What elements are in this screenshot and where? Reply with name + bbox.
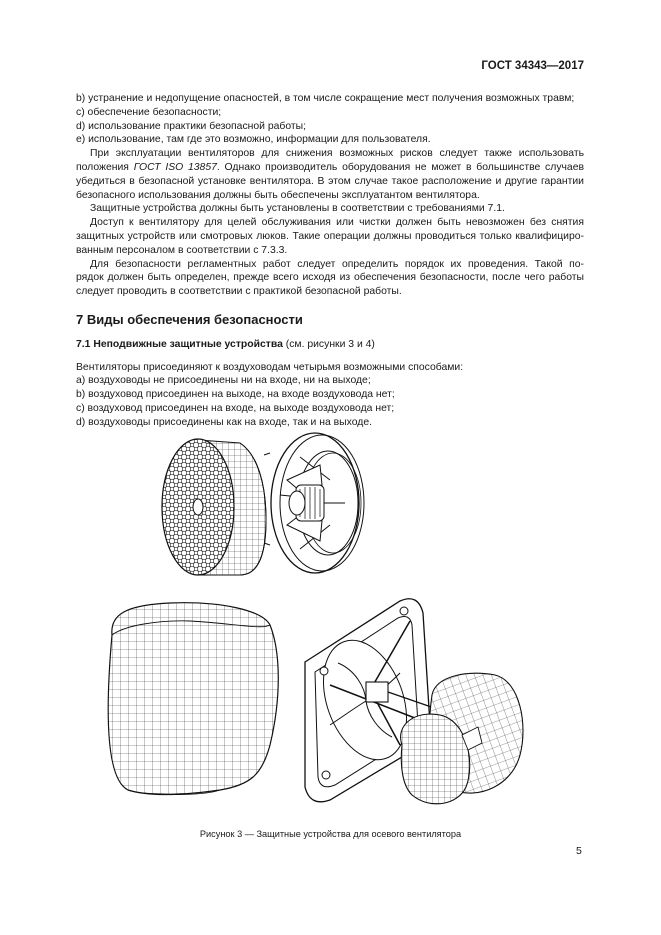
figure-axial-fan-guards (0, 425, 661, 825)
list-item: d) воздуховоды присоединены как на входе, так и на выходе. (76, 416, 372, 428)
wire-mesh-guard-illustration (108, 603, 278, 795)
list-item: b) устранение и недопущение опасностей, в том числе сокращение мест получения возможных травм; (76, 93, 575, 104)
document-code: ГОСТ 34343—2017 (481, 60, 584, 72)
subsection-heading: 7.1 Неподвижные защитные устройства (76, 338, 283, 350)
list-item: d) использование практики безопасной работы; (76, 120, 307, 132)
list-item: a) воздуховоды не присоединены ни на входе, ни на выходе; (76, 375, 371, 387)
text-line: безопасного использования должны быть обеспечены эксплуатантом вентилятора. (76, 189, 480, 201)
text-line: Для безопасности регламентных работ следует определить порядок их проведения. Такой по- (90, 258, 584, 270)
page-body (76, 92, 584, 430)
text-line: При эксплуатации вентиляторов для снижения возможных рисков следует также использовать (90, 148, 584, 160)
connection-intro: Вентиляторы присоединяют к воздуховодам четырьмя возможными способами: (76, 361, 464, 373)
subsection-reference: (см. рисунки 3 и 4) (282, 338, 375, 350)
subsection-title (76, 338, 584, 352)
standard-reference: ГОСТ ISO 13857 (133, 161, 217, 173)
text-line (76, 161, 584, 175)
list-item: b) воздуховод присоединен на выходе, на входе воздуховода нет; (76, 389, 395, 401)
text-fragment: . Однако производитель оборудования не может в большинстве случаев (216, 161, 585, 173)
list-item: c) воздуховод присоединен на входе, на выходе воздуховода нет; (76, 402, 395, 414)
section-title: 7 Виды обеспечения безопасности (76, 311, 303, 327)
text-line: Доступ к вентилятору для целей обслуживания или чистки должен быть невозможен без снятия (90, 217, 584, 229)
text-line: следует проводить в соответствии с практикой безопасной работы. (76, 286, 402, 298)
text-fragment: положения (76, 161, 129, 173)
list-item: c) обеспечение безопасности; (76, 106, 222, 118)
paragraph-guards: Защитные устройства должны быть установлены в соответствии с требованиями 7.1. (90, 203, 505, 215)
ring-fan-illustration (271, 433, 364, 573)
paragraph-operation (76, 147, 584, 202)
text-line: ванным персоналом в соответствии с 7.3.3. (76, 244, 288, 256)
figure-caption: Рисунок 3 — Защитные устройства для осевого вентилятора (199, 829, 462, 839)
text-line: защитных устройств или смотровых люков. Такие операции должны проводиться только квалифициро- (76, 230, 584, 242)
list-item: e) использование, там где это возможно, информации для пользователя. (76, 134, 431, 146)
text-line: убедиться в безопасной установке вентилятора. В этом случае такое расположение и другие гарантии (76, 175, 584, 187)
page-number: 5 (576, 845, 582, 857)
text-line: рядок должен быть определен, прежде всего исходя из обеспечения безопасности, после чего работы (76, 272, 584, 284)
paragraph-maintenance (76, 258, 584, 299)
paragraph-access (76, 216, 584, 257)
perforated-guard-illustration (162, 439, 270, 575)
